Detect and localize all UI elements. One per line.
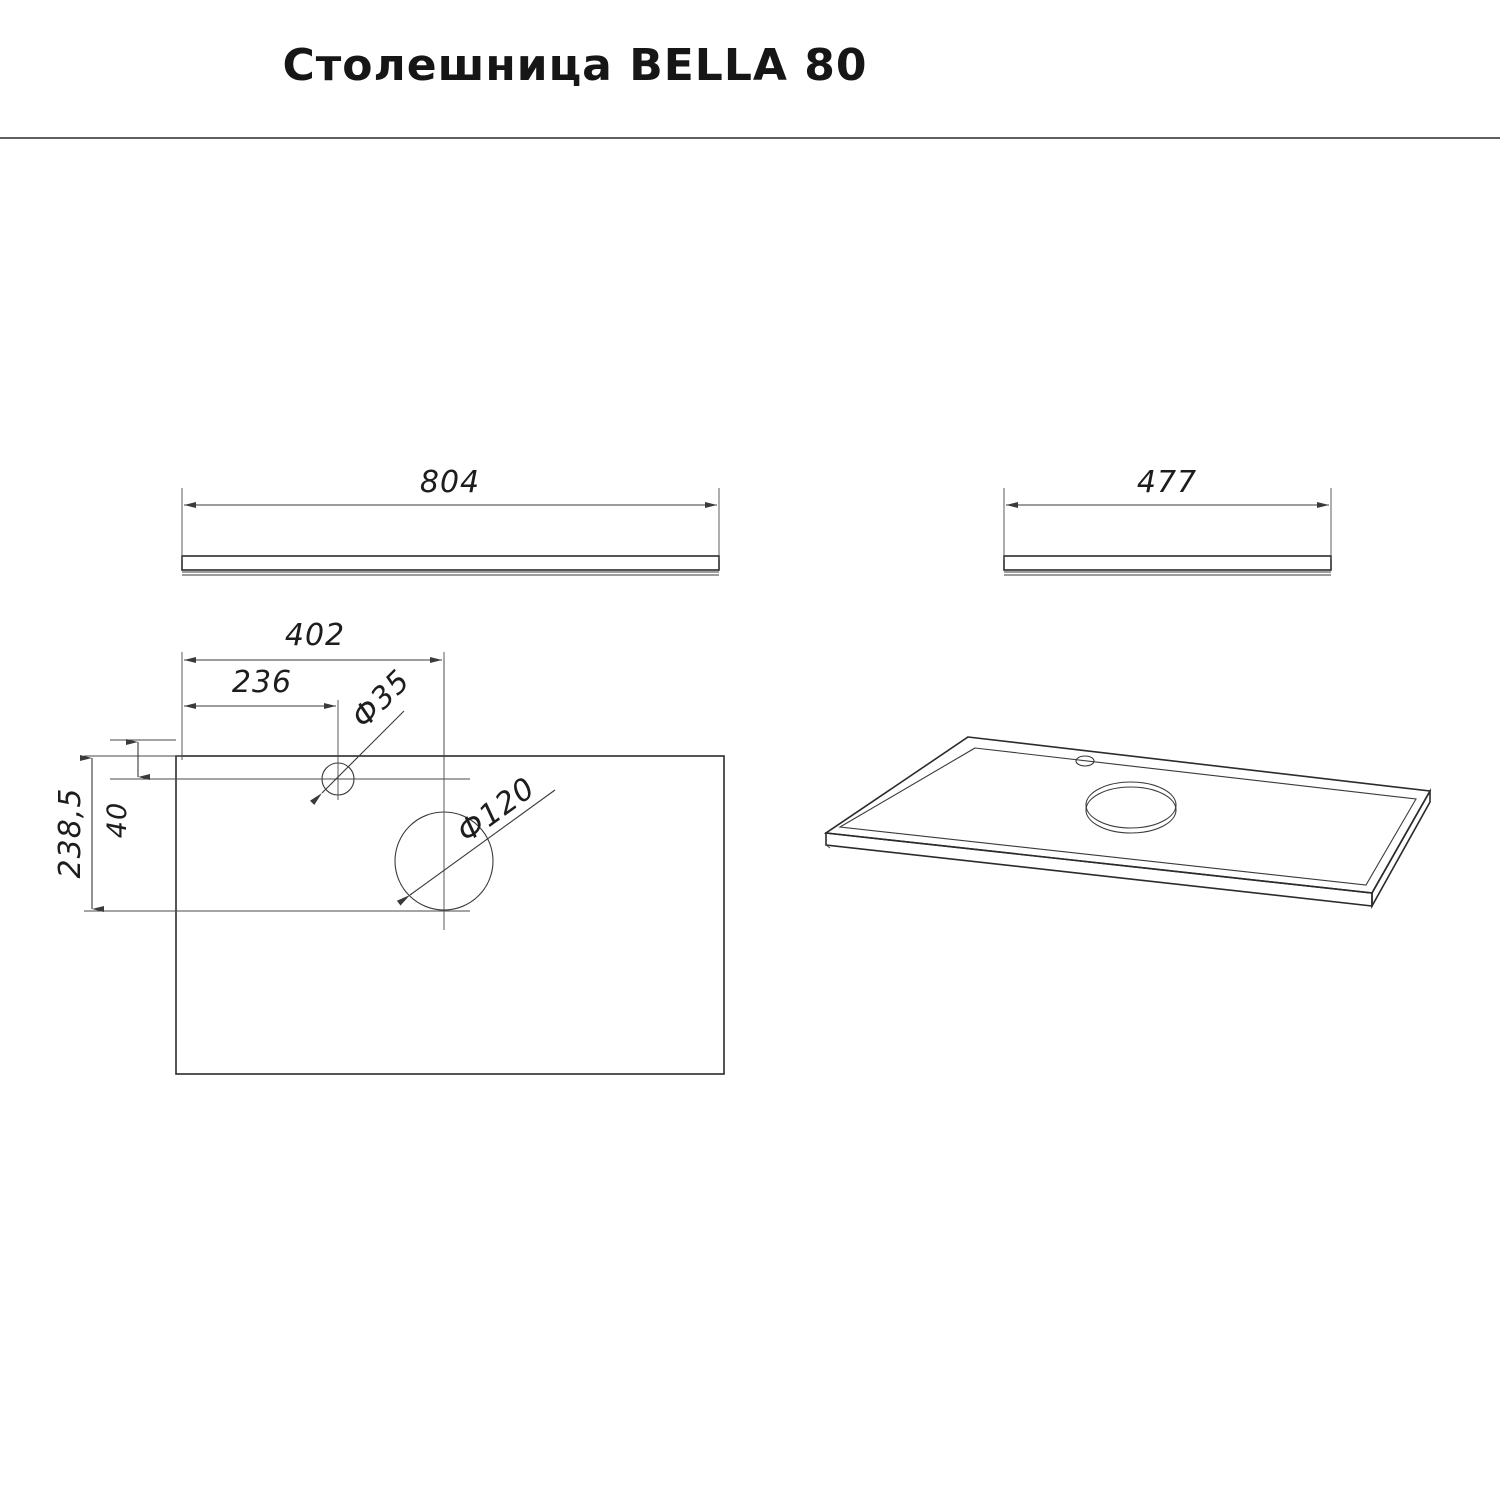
dim-236: 236: [231, 665, 293, 700]
dim-front-width: 804: [419, 465, 481, 500]
dim-238-5: 238,5: [53, 787, 88, 879]
side-elevation: [1004, 465, 1331, 575]
isometric-view: [826, 737, 1430, 906]
dim-402: 402: [284, 618, 346, 653]
page-title: Столешница BELLA 80: [282, 40, 868, 91]
label-hole-120: Ф120: [450, 770, 542, 851]
dim-side-depth: 477: [1136, 465, 1198, 500]
front-elevation: [182, 465, 719, 575]
dim-40: 40: [102, 801, 133, 839]
label-hole-35: Ф35: [345, 663, 418, 736]
top-plan: [53, 618, 724, 1074]
